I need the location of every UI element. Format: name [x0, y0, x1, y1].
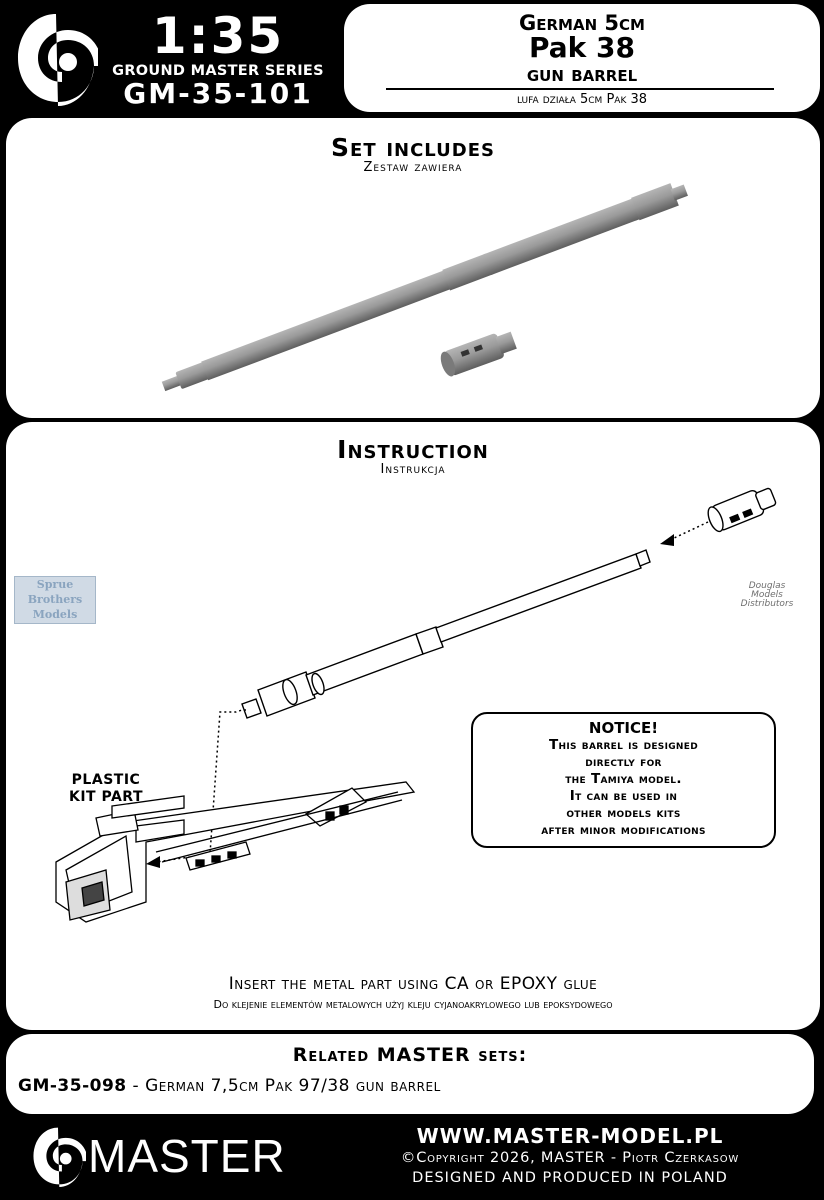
title-line-2: Pak 38 — [529, 31, 635, 64]
instruction-panel — [6, 422, 820, 1030]
notice-line: after minor modifications — [541, 822, 706, 838]
related-sets-panel — [6, 1034, 814, 1114]
master-swirl-logo-icon — [30, 1125, 86, 1187]
title-line-3: gun barrel — [526, 62, 638, 86]
related-set-desc: - German 7,5cm Pak 97/38 gun barrel — [126, 1076, 441, 1096]
notice-line: directly for — [585, 754, 662, 770]
plastic-label-line-2: KIT PART — [69, 789, 143, 805]
title-polish: lufa działa 5cm Pak 38 — [516, 92, 648, 107]
watermark-right-line: Distributors — [740, 599, 794, 609]
watermark-right-line: Douglas — [748, 581, 786, 591]
header-title-panel — [344, 4, 820, 112]
watermark-left-line: Sprue — [36, 578, 74, 591]
watermark-left-line: Models — [32, 608, 78, 621]
related-set-item — [18, 1076, 441, 1096]
insert-instruction-polish: Do klejenie elementów metalowych użyj kleju cyjanoakrylowego lub epoksydowego — [213, 998, 613, 1011]
notice-text — [473, 737, 774, 839]
watermark-left-line: Brothers — [27, 593, 83, 606]
instruction-title: Instruction — [337, 435, 489, 464]
barrel-line-drawing-icon — [242, 550, 650, 718]
related-set-code: GM-35-098 — [18, 1076, 127, 1096]
notice-box — [471, 712, 776, 848]
title-divider — [386, 88, 774, 90]
notice-line: other models kits — [566, 805, 681, 821]
footer-info — [330, 1124, 810, 1188]
gun-barrel-part-icon — [159, 179, 690, 398]
scale-label: 1:35 — [151, 7, 285, 65]
watermark-left — [14, 576, 96, 624]
product-code: GM-35-101 — [123, 77, 313, 110]
plastic-kit-part-label — [56, 772, 156, 806]
notice-line: the Tamiya model. — [565, 771, 682, 787]
watermark-right — [726, 582, 808, 612]
title-line-1: German 5cm — [519, 11, 645, 35]
made-in: DESIGNED AND PRODUCED IN POLAND — [412, 1170, 728, 1186]
muzzle-brake-part-icon — [438, 328, 518, 378]
set-includes-panel — [6, 118, 820, 418]
related-sets-title: Related MASTER sets: — [292, 1044, 528, 1066]
instruction-subtitle: Instrukcja — [380, 462, 446, 477]
muzzle-brake-line-drawing-icon — [705, 484, 778, 534]
brand-name: MASTER — [88, 1130, 286, 1182]
set-includes-title: Set includes — [331, 133, 495, 162]
insert-instruction: Insert the metal part using CA or EPOXY glue — [228, 974, 598, 994]
series-label: GROUND MASTER SERIES — [112, 63, 324, 79]
notice-line: This barrel is designed — [549, 737, 698, 753]
master-swirl-logo-icon — [14, 10, 98, 106]
header-branding — [0, 0, 340, 112]
watermark-right-line: Models — [751, 590, 783, 600]
notice-line: It can be used in — [569, 788, 678, 804]
notice-title: NOTICE! — [588, 719, 659, 737]
plastic-label-line-1: PLASTIC — [71, 772, 141, 788]
copyright: ©Copyright 2026, MASTER - Piotr Czerkasow — [400, 1150, 740, 1166]
set-includes-subtitle: Zestaw zawiera — [363, 160, 463, 175]
website-url[interactable]: WWW.MASTER-MODEL.PL — [416, 1124, 724, 1148]
